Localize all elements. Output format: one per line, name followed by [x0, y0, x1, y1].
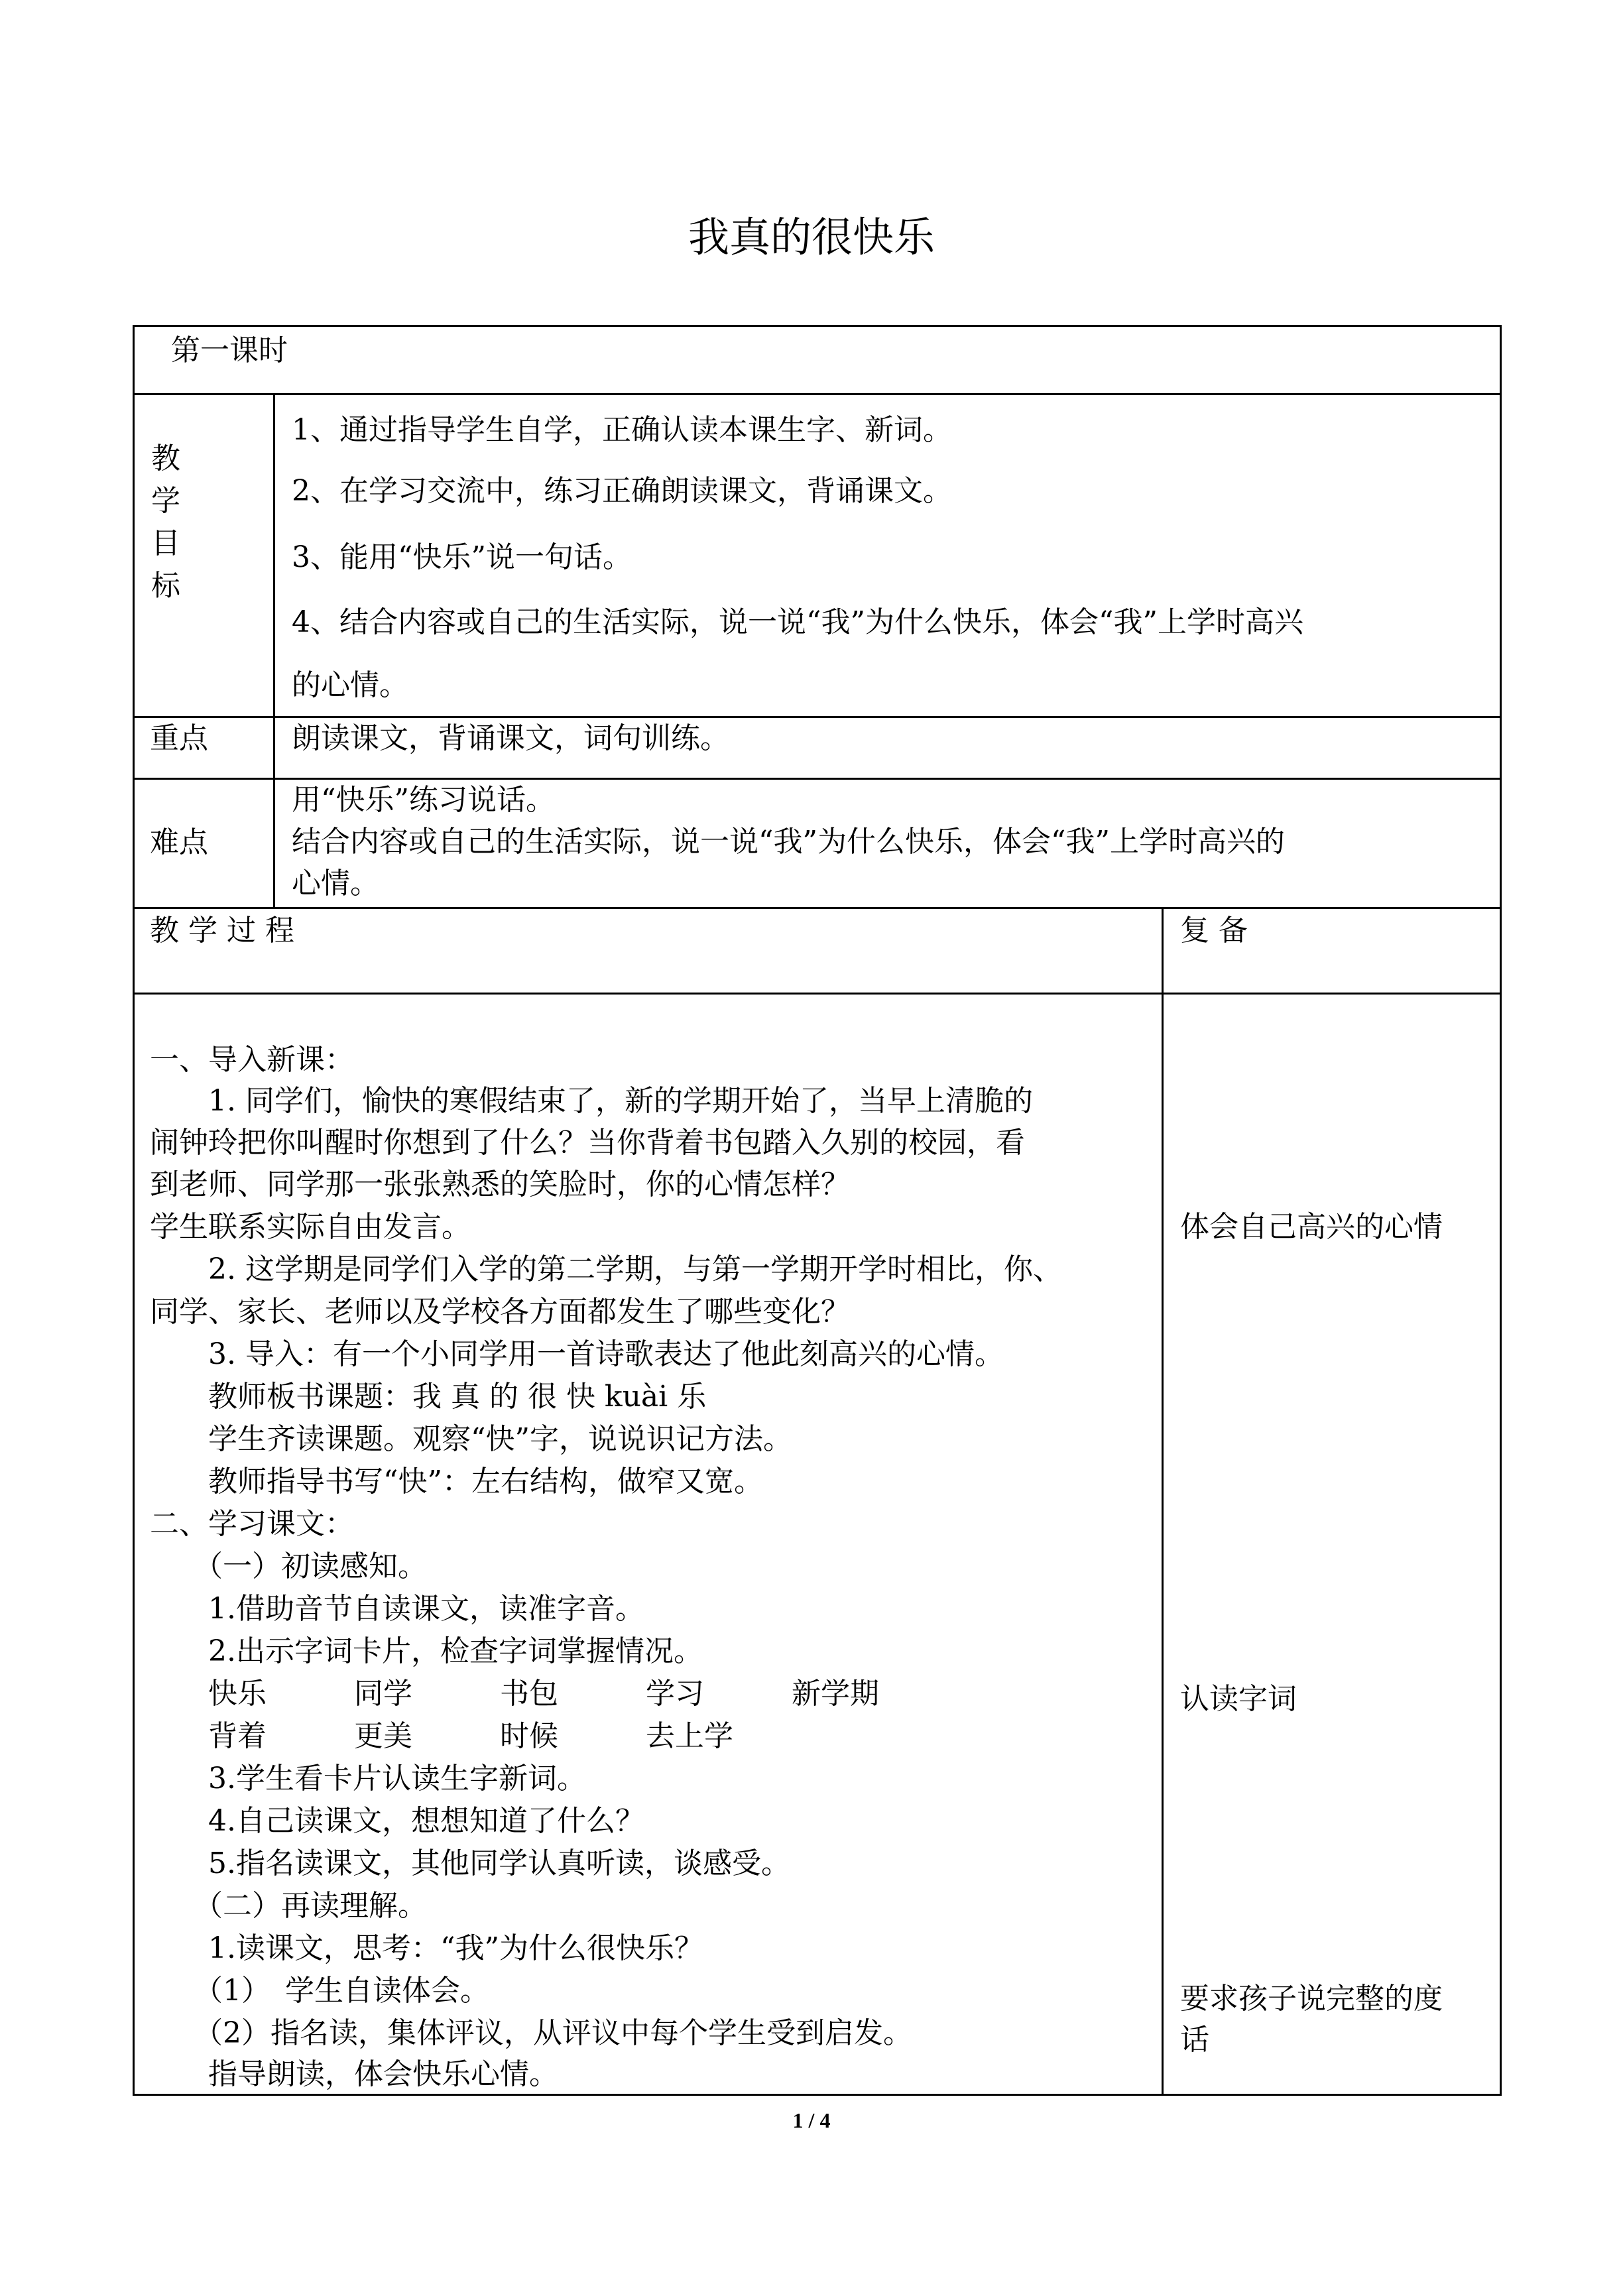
- note-complete-sentence: 要求孩子说完整的度: [1180, 1982, 1443, 2016]
- process-header: 教 学 过 程: [150, 914, 294, 947]
- process-line: 1.借助音节自读课文，读准字音。: [150, 1592, 644, 1626]
- process-line: （2）指名读，集体评议，从评议中每个学生受到启发。: [150, 2016, 912, 2050]
- difficulty-label: 难点: [150, 825, 208, 859]
- process-line: 教师板书课题：我 真 的 很 快 kuài 乐: [150, 1380, 707, 1414]
- list-item: 2、在学习交流中，练习正确朗读课文，背诵课文。: [292, 474, 952, 508]
- process-line: 学生齐读课题。观察“快”字，说说识记方法。: [150, 1422, 792, 1456]
- difficulty-line: 结合内容或自己的生活实际，说一说“我”为什么快乐，体会“我”上学时高兴的: [292, 825, 1285, 859]
- objectives-label: 教 学 目 标: [151, 442, 180, 603]
- process-line: 闹钟玲把你叫醒时你想到了什么？当你背着书包踏入久别的校园，看: [150, 1126, 1025, 1160]
- list-item: 4、结合内容或自己的生活实际，说一说“我”为什么快乐，体会“我”上学时高兴: [292, 605, 1303, 639]
- process-line: 3. 导入：有一个小同学用一首诗歌表达了他此刻高兴的心情。: [150, 1337, 1004, 1371]
- process-line: 1. 同学们，愉快的寒假结束了，新的学期开始了，当早上清脆的: [150, 1084, 1033, 1118]
- process-line: 背着 更美 时候 去上学: [150, 1719, 733, 1753]
- process-line: （1） 学生自读体会。: [150, 1974, 489, 2008]
- process-line: 指导朗读，体会快乐心情。: [150, 2057, 558, 2091]
- process-line: 2. 这学期是同学们入学的第二学期，与第一学期开学时相比，你、: [150, 1252, 1062, 1286]
- process-line: 一、导入新课：: [150, 1043, 354, 1077]
- process-line: 二、学习课文：: [150, 1507, 354, 1541]
- page-title: 我真的很快乐: [688, 213, 935, 261]
- difficulty-line: 用“快乐”练习说话。: [292, 783, 555, 817]
- process-line: 4.自己读课文，想想知道了什么？: [150, 1804, 644, 1838]
- note-complete-sentence-cont: 话: [1180, 2023, 1209, 2057]
- key-point-text: 朗读课文，背诵课文，词句训练。: [292, 721, 729, 755]
- process-line: 3.学生看卡片认读生字新词。: [150, 1762, 586, 1795]
- key-point-label: 重点: [150, 721, 208, 755]
- difficulty-line: 心情。: [292, 867, 379, 900]
- process-line: 5.指名读课文，其他同学认真听读，谈感受。: [150, 1846, 790, 1880]
- process-line: 快乐 同学 书包 学习 新学期: [150, 1677, 879, 1711]
- process-line: 教师指导书写“快”：左右结构，做窄又宽。: [150, 1465, 763, 1498]
- process-line: 到老师、同学那一张张熟悉的笑脸时，你的心情怎样？: [150, 1168, 850, 1201]
- lesson-label: 第一课时: [171, 333, 288, 367]
- process-line: 2.出示字词卡片，检查字词掌握情况。: [150, 1634, 703, 1668]
- notes-header: 复 备: [1180, 914, 1248, 947]
- list-item: 3、能用“快乐”说一句话。: [292, 540, 632, 574]
- note-feel-happy: 体会自己高兴的心情: [1180, 1210, 1443, 1244]
- process-line: （一）初读感知。: [150, 1549, 427, 1583]
- process-line: 同学、家长、老师以及学校各方面都发生了哪些变化？: [150, 1295, 850, 1329]
- process-line: 1.读课文，思考：“我”为什么很快乐？: [150, 1931, 703, 1965]
- list-item: 1、通过指导学生自学，正确认读本课生字、新词。: [292, 413, 952, 447]
- note-read-words: 认读字词: [1180, 1682, 1297, 1716]
- list-item: 的心情。: [292, 668, 408, 702]
- page-number: 1 / 4: [792, 2108, 831, 2132]
- process-line: 学生联系实际自由发言。: [150, 1210, 471, 1244]
- process-line: （二）再读理解。: [150, 1889, 427, 1923]
